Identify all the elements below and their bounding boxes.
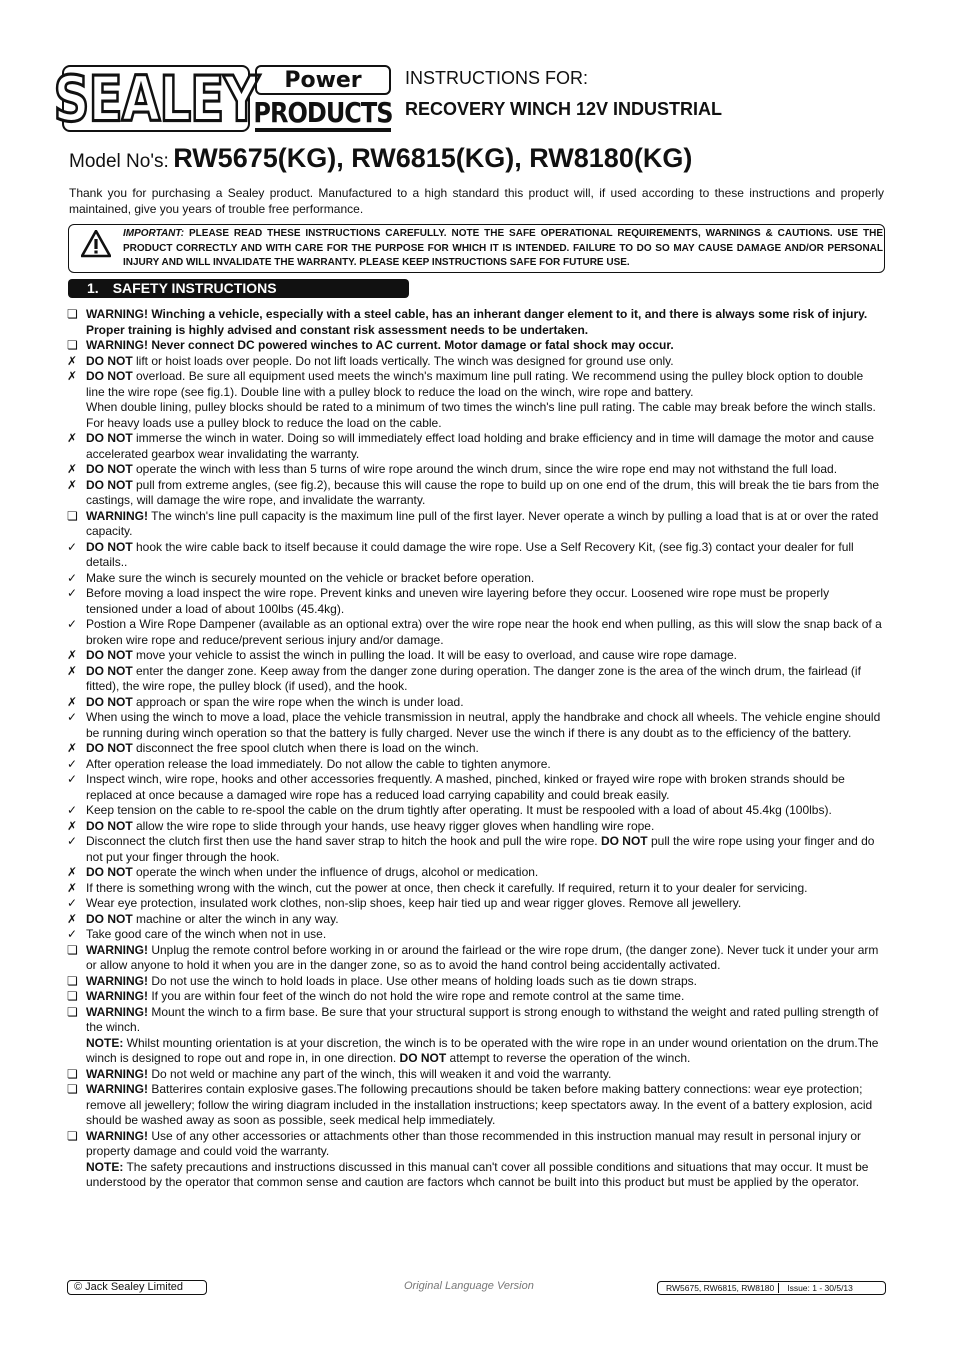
text-run: Use of any other accessories or attachments other than those recommended in this instruction manual may result in personal injury or property damage and could void the warranty. (86, 1128, 862, 1158)
safety-item-text (86, 307, 883, 338)
safety-item-text (86, 478, 883, 509)
safety-item-text (86, 1036, 883, 1067)
products-logo-text: PRODUCTS (253, 96, 393, 130)
important-notice (68, 224, 885, 273)
safety-item-text (86, 648, 883, 664)
emphasis: WARNING! (86, 989, 148, 1003)
safety-item (67, 819, 883, 835)
section-heading (68, 279, 409, 298)
safety-item (67, 912, 883, 928)
text-run: If you are within four feet of the winch do not hold the wire rope and remote control at the same time. (148, 989, 685, 1003)
emphasis: NOTE: (86, 1159, 124, 1174)
emphasis: DO NOT (86, 818, 133, 833)
text-run: WARNING! Winching a vehicle, especially with a steel cable, has an inherant danger element to it, and there is always some risk of injury. Proper training is highly advised and constant risk assessment needs to be undertaken. (86, 307, 868, 337)
text-run: operate the winch with less than 5 turns of wire rope around the winch drum, since the wire rope end may not withstand the full load. (132, 462, 838, 476)
cross-icon: ✗ (67, 663, 78, 678)
emphasis: DO NOT (399, 1051, 447, 1065)
important-text (123, 227, 883, 271)
safety-item-text (86, 989, 883, 1005)
safety-item (67, 540, 883, 571)
text-run: Before moving a load inspect the wire rope. Prevent kinks and uneven wire layering before they occur. Loosened wire rope must be properly tensioned under a load of about 100lbs (45.4kg). (86, 586, 830, 616)
safety-item (67, 509, 883, 540)
cross-icon: ✗ (67, 880, 78, 895)
safety-item (67, 865, 883, 881)
safety-item (67, 571, 883, 587)
tick-icon: ✓ (67, 710, 78, 724)
safety-item (67, 462, 883, 478)
tick-icon: ✓ (67, 927, 78, 941)
safety-item-text (86, 974, 883, 990)
text-run: pull from extreme angles, (see fig.2), because this will cause the rope to build up on one end of the drum, this will break the tie bars from the castings, will damage the wire rope, and invalidate the warranty. (86, 477, 880, 507)
checkbox-icon: ❏ (67, 1128, 78, 1143)
text-run: Keep tension on the cable to re-spool the cable on the drum tightly after operating. It must be respooled with a load of about 45.4kg (100lbs). (86, 803, 832, 817)
text-run: When double lining, pulley blocks should be rated to a minimum of two times the winch's line pull rating. The cable may break before the winch stalls. For heavy loads use a pulley block to reduce the load on the cable. (86, 400, 876, 430)
safety-item-text (86, 927, 883, 943)
safety-item-text (86, 710, 883, 741)
footer-issue-box (657, 1281, 886, 1295)
sealey-logo-text: SEALEY (53, 62, 259, 135)
safety-item (67, 338, 883, 354)
checkbox-icon: ❏ (67, 307, 78, 321)
section-number: 1. (87, 280, 99, 296)
safety-item-text (86, 509, 883, 540)
safety-item (67, 1067, 883, 1083)
text-run: WARNING! Never connect DC powered winches to AC current. Motor damage or fatal shock may occur. (86, 338, 674, 352)
safety-item (67, 1082, 883, 1129)
model-list: RW5675(KG), RW6815(KG), RW8180(KG) (173, 143, 693, 173)
text-run: Mount the winch to a firm base. Be sure that your structural support is strong enough to withstand the weight and rated pulling strength of the winch. (86, 1004, 879, 1034)
intro-paragraph: Thank you for purchasing a Sealey product. Manufactured to a high standard this product will, if used according to these instructions and properly maintained, give you years of trouble free performance. (69, 186, 884, 216)
emphasis: DO NOT (86, 369, 133, 383)
model-label: Model No's: (69, 151, 169, 172)
tick-icon: ✓ (67, 896, 78, 910)
emphasis: DO NOT (86, 741, 133, 755)
power-logo (255, 65, 391, 95)
cross-icon: ✗ (67, 369, 78, 383)
emphasis: DO NOT (86, 911, 133, 926)
safety-item-text (86, 571, 883, 587)
emphasis: WARNING! (86, 942, 148, 957)
safety-list (67, 307, 883, 1191)
safety-item (67, 648, 883, 664)
text-run: Postion a Wire Rope Dampener (available as an optional extra) over the wire rope near the hook end when pulling, as this will slow the snap back of a broken wire rope and reduce/prevent serious injury and/or damage. (86, 617, 882, 647)
safety-item-text (86, 772, 883, 803)
safety-item-text (86, 881, 883, 897)
checkbox-icon: ❏ (67, 338, 78, 352)
section-title: SAFETY INSTRUCTIONS (112, 280, 277, 296)
cross-icon: ✗ (67, 477, 78, 492)
text-run: Take good care of the winch when not in use. (86, 927, 327, 941)
text-run: Whilst mounting orientation is at your discretion, the winch is to be operated with the wire rope in an under wound orientation on the drum.The winch is designed to rope out and rope in, in one direction. (86, 1035, 879, 1065)
emphasis: WARNING! (86, 1004, 148, 1019)
safety-item (67, 989, 883, 1005)
safety-item-text (86, 819, 883, 835)
cross-icon: ✗ (67, 865, 78, 879)
safety-item (67, 710, 883, 741)
text-run: approach or span the wire rope when the winch is under load. (132, 694, 464, 709)
safety-item (67, 834, 883, 865)
products-logo (255, 98, 391, 132)
text-run: Disconnect the clutch first then use the hand saver strap to hitch the hook and pull the wire rope. (86, 834, 601, 848)
safety-item-text (86, 1005, 883, 1036)
safety-item-text (86, 1082, 883, 1129)
safety-item-text (86, 943, 883, 974)
checkbox-icon: ❏ (67, 973, 78, 988)
text-run: Inspect winch, wire rope, hooks and other accessories frequently. A mashed, pinched, kinked or frayed wire rope with broken strands should be replaced at once because a damaged wire rope has a reduced load carrying capability and could break easily. (86, 772, 845, 802)
emphasis: DO NOT (86, 694, 133, 709)
checkbox-icon: ❏ (67, 1004, 78, 1019)
checkbox-icon: ❏ (67, 942, 78, 957)
safety-item (67, 354, 883, 370)
tick-icon: ✓ (67, 570, 78, 585)
checkbox-icon: ❏ (67, 989, 78, 1003)
safety-item (67, 1005, 883, 1067)
text-run: The winch's line pull capacity is the maximum line pull of the first layer. Never operate a winch by pulling a load that is at or over the rated capacity. (86, 508, 879, 538)
safety-item (67, 369, 883, 431)
safety-item-text (86, 695, 883, 711)
text-run: hook the wire cable back to itself because it could damage the wire rope. Use a Self Recovery Kit, (see fig.3) contact your dealer for full details.. (86, 539, 854, 569)
emphasis: WARNING! (86, 1082, 148, 1096)
text-run: pull the wire rope using your finger and do not put your finger through the hook. (86, 834, 875, 864)
safety-item (67, 974, 883, 990)
safety-item (67, 431, 883, 462)
tick-icon: ✓ (67, 617, 78, 631)
emphasis: WARNING! (86, 973, 148, 988)
text-run: Do not use the winch to hold loads in place. Use other means of holding loads such as tie down straps. (148, 973, 697, 988)
safety-item (67, 927, 883, 943)
emphasis: DO NOT (86, 539, 133, 554)
emphasis: WARNING! (86, 1128, 148, 1143)
text-run: Unplug the remote control before working in or around the fairlead or the wire rope drum, (the danger zone). Never tuck it under your arm or allow anyone to hold it when you are in the danger zone, so as to avoid the hand control being accidentally activated. (86, 942, 879, 972)
safety-item (67, 586, 883, 617)
safety-item-text (86, 834, 883, 865)
safety-item-text (86, 369, 883, 400)
text-run: overload. Be sure all equipment used meets the winch's maximum line pull rating. We recommend using the pulley block option to double line the wire rope (see fig.1). Double line with a pulley block to reduce the load on the winch, wire rope and battery. (86, 369, 864, 399)
warning-triangle-icon (81, 230, 111, 258)
text-run: allow the wire rope to slide through your hands, use heavy rigger gloves when handling wire rope. (132, 818, 655, 833)
text-run: If there is something wrong with the winch, cut the power at once, then check it carefully. If required, return it to your dealer for servicing. (86, 880, 808, 895)
tick-icon: ✓ (67, 772, 78, 786)
text-run: When using the winch to move a load, place the vehicle transmission in neutral, apply the handbrake and chock all wheels. The vehicle engine should be running during winch operation so that the battery is fully charged. Never use the winch if there is any doubt as to the efficiency of the battery. (86, 710, 881, 740)
cross-icon: ✗ (67, 911, 78, 926)
safety-item-text (86, 1067, 883, 1083)
text-run: The safety precautions and instructions discussed in this manual can't cover all possible conditions and situations that may occur. It must be understood by the operator that common sense and caution are factors whch cannot be built into this product but must be applied by the operator. (86, 1159, 869, 1189)
safety-item (67, 741, 883, 757)
sealey-logo (53, 62, 259, 135)
text-run: Do not weld or machine any part of the winch, this will weaken it and void the warranty. (148, 1066, 612, 1081)
safety-item-text (86, 741, 883, 757)
text-run: operate the winch when under the influence of drugs, alcohol or medication. (132, 865, 539, 879)
text-run: After operation release the load immediately. Do not allow the cable to tighten anymore. (86, 756, 551, 771)
emphasis: DO NOT (86, 477, 133, 492)
safety-item-text (86, 400, 883, 431)
cross-icon: ✗ (67, 741, 78, 755)
cross-icon: ✗ (67, 694, 78, 709)
safety-item-text (86, 586, 883, 617)
safety-item (67, 881, 883, 897)
power-logo-text: Power (284, 67, 362, 93)
text-run: move your vehicle to assist the winch in pulling the load. It will be easy to overload, and cause wire rope damage. (132, 648, 738, 662)
footer-models: RW5675, RW6815, RW8180 (666, 1283, 775, 1293)
emphasis: DO NOT (86, 648, 133, 662)
safety-item (67, 803, 883, 819)
tick-icon: ✓ (67, 539, 78, 554)
cross-icon: ✗ (67, 648, 78, 662)
safety-item-text (86, 664, 883, 695)
safety-item-text (86, 757, 883, 773)
footer-language: Original Language Version (404, 1280, 534, 1292)
safety-item-text (86, 865, 883, 881)
text-run: attempt to reverse the operation of the winch. (446, 1051, 691, 1065)
text-run: disconnect the free spool clutch when there is load on the winch. (132, 741, 479, 755)
important-lead: IMPORTANT: (123, 228, 185, 239)
instructions-for-label: INSTRUCTIONS FOR: (405, 68, 588, 88)
safety-item (67, 478, 883, 509)
checkbox-icon: ❏ (67, 508, 78, 523)
safety-item (67, 617, 883, 648)
safety-item (67, 695, 883, 711)
emphasis: DO NOT (600, 834, 648, 848)
safety-item-text (86, 540, 883, 571)
emphasis: WARNING! (86, 508, 148, 523)
safety-item-text (86, 338, 883, 354)
safety-item-text (86, 354, 883, 370)
safety-item (67, 943, 883, 974)
important-body: PLEASE READ THESE INSTRUCTIONS CAREFULLY. NOTE THE SAFE OPERATIONAL REQUIREMENTS, WARNINGS & CAUTIONS. USE THE PRODUCT CORRECTLY AND WITH CARE FOR THE PURPOSE FOR WHICH IT IS INTENDED. FAILURE TO DO SO MAY CAUSE DAMAGE AND/OR PERSONAL INJURY AND WILL INVALIDATE THE WARRANTY. PLEASE KEEP INSTRUCTIONS SAFE FOR FUTURE USE. (123, 228, 883, 268)
safety-item-text (86, 617, 883, 648)
safety-item (67, 772, 883, 803)
text-run: Make sure the winch is securely mounted on the vehicle or bracket before operation. (86, 570, 535, 585)
footer-copyright: © Jack Sealey Limited (67, 1280, 207, 1295)
safety-item (67, 896, 883, 912)
emphasis: WARNING! (86, 1066, 148, 1081)
safety-item (67, 307, 883, 338)
tick-icon: ✓ (67, 834, 78, 848)
text-run: enter the danger zone. Keep away from the danger zone during operation. The danger zone is the area of the winch drum, the fairlead (if fitted), the wire rope, the pulley block (if used), and the hook. (86, 663, 861, 693)
safety-item-text (86, 912, 883, 928)
text-run: Wear eye protection, insulated work clothes, non-slip shoes, keep hair tied up and wear rigger gloves. Remove all jewellery. (86, 896, 742, 910)
checkbox-icon: ❏ (67, 1082, 78, 1096)
emphasis: DO NOT (86, 431, 133, 445)
emphasis: DO NOT (86, 462, 133, 476)
emphasis: DO NOT (86, 353, 133, 368)
safety-item-text (86, 803, 883, 819)
cross-icon: ✗ (67, 353, 78, 368)
model-numbers (69, 143, 692, 174)
cross-icon: ✗ (67, 818, 78, 833)
cross-icon: ✗ (67, 462, 78, 476)
safety-item-text (86, 462, 883, 478)
safety-item-text (86, 431, 883, 462)
cross-icon: ✗ (67, 431, 78, 445)
emphasis: DO NOT (86, 663, 133, 678)
safety-item-text (86, 1129, 883, 1160)
checkbox-icon: ❏ (67, 1066, 78, 1081)
text-run: Batterires contain explosive gases.The following precautions should be taken before making battery connections: wear eye protection; remove all jewellery; follow the wiring diagram included in the installation instructions; keep spectators away. In the event of a battery explosion, acid should be washed away as soon as possible, seek medical help immediately. (86, 1082, 873, 1127)
tick-icon: ✓ (67, 803, 78, 817)
safety-item (67, 664, 883, 695)
text-run: machine or alter the winch in any way. (132, 911, 339, 926)
safety-item-text (86, 1160, 883, 1191)
text-run: immerse the winch in water. Doing so will immediately effect load holding and brake efficiency and in time will damage the motor and cause accelerated gearbox wear invalidating the warranty. (86, 431, 874, 461)
safety-item-text (86, 896, 883, 912)
emphasis: NOTE: (86, 1035, 124, 1050)
emphasis: DO NOT (86, 865, 133, 879)
footer-issue: Issue: 1 - 30/5/13 (787, 1283, 853, 1293)
product-title: RECOVERY WINCH 12V INDUSTRIAL (405, 99, 723, 119)
safety-item (67, 757, 883, 773)
tick-icon: ✓ (67, 586, 78, 600)
text-run: lift or hoist loads over people. Do not lift loads vertically. The winch was designed for ground use only. (132, 353, 674, 368)
tick-icon: ✓ (67, 756, 78, 771)
safety-item (67, 1129, 883, 1191)
